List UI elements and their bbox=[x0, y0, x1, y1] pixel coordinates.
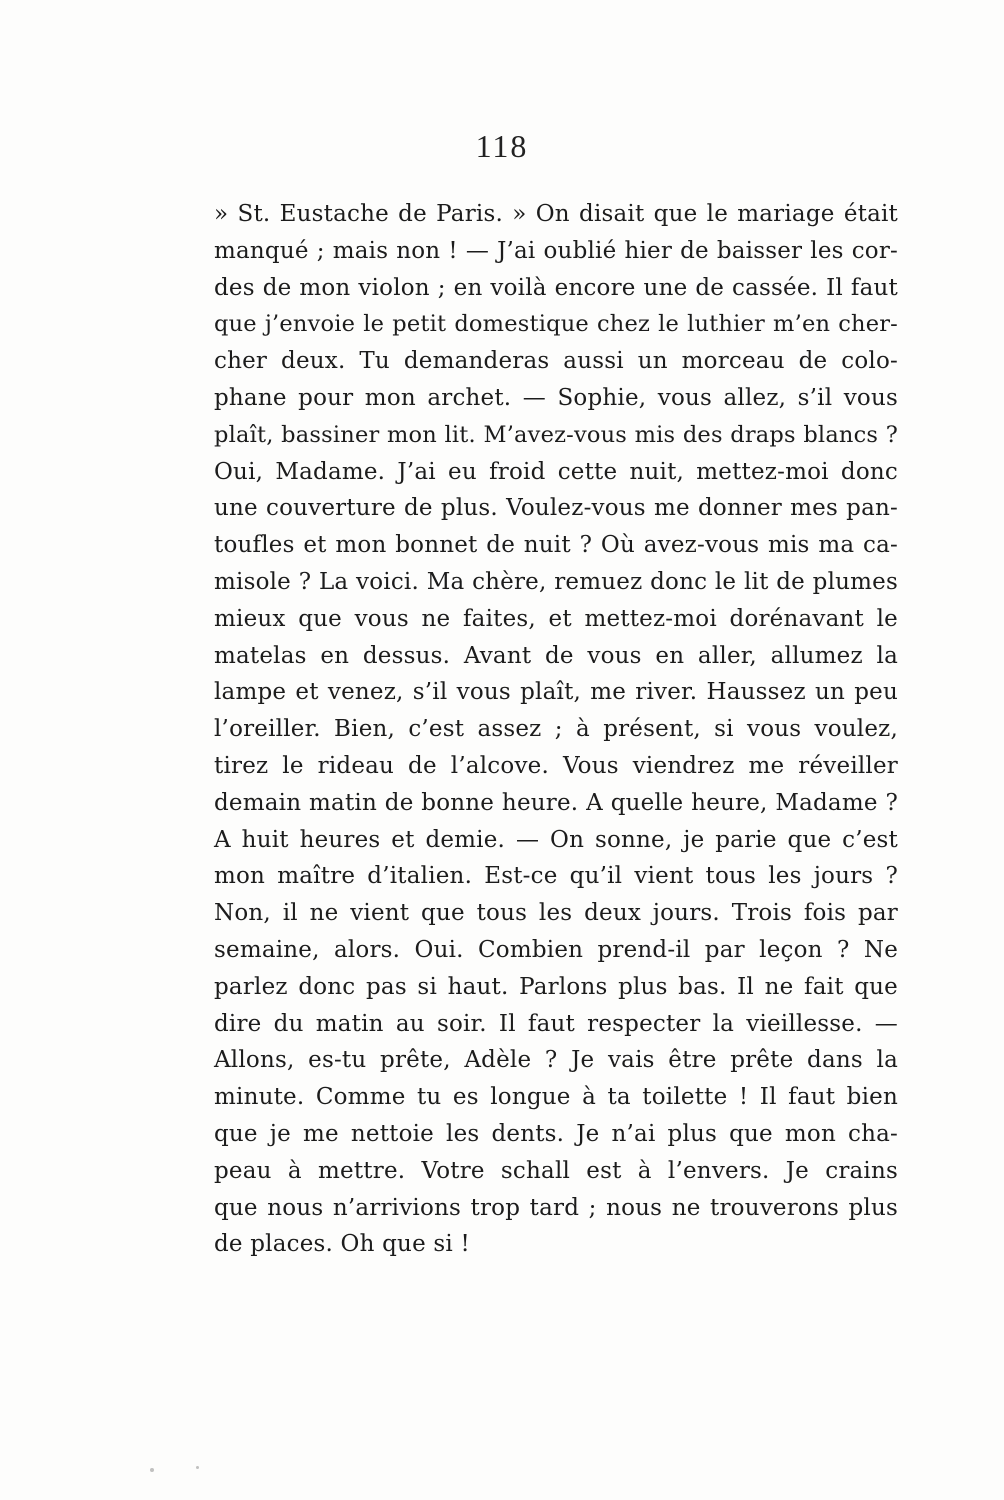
scan-speck bbox=[196, 1466, 199, 1469]
text-line-17: demain matin de bonne heure. A quelle heure, Madame ? bbox=[214, 789, 898, 816]
text-line-7: plaît, bassiner mon lit. M’avez-vous mis des draps blancs ? bbox=[214, 421, 898, 448]
text-line-19: mon maître d’italien. Est-ce qu’il vient tous les jours ? bbox=[214, 863, 898, 890]
scan-speck bbox=[150, 1468, 154, 1472]
text-line-9: une couverture de plus. Voulez-vous me donner mes pan- bbox=[214, 495, 898, 522]
text-line-6: phane pour mon archet. — Sophie, vous allez, s’il vous bbox=[214, 384, 898, 411]
text-line-26: que je me nettoie les dents. Je n’ai plus que mon cha- bbox=[214, 1120, 898, 1147]
text-line-20: Non, il ne vient que tous les deux jours. Trois fois par bbox=[214, 900, 898, 927]
text-line-3: des de mon violon ; en voilà encore une de cassée. Il faut bbox=[214, 274, 898, 301]
text-line-8: Oui, Madame. J’ai eu froid cette nuit, mettez-moi donc bbox=[214, 458, 898, 485]
text-line-21: semaine, alors. Oui. Combien prend-il par leçon ? Ne bbox=[214, 936, 898, 963]
text-line-5: cher deux. Tu demanderas aussi un morceau de colo- bbox=[214, 348, 898, 375]
text-line-23: dire du matin au soir. Il faut respecter la vieillesse. — bbox=[214, 1010, 898, 1037]
text-line-14: lampe et venez, s’il vous plaît, me river. Haussez un peu bbox=[214, 679, 898, 706]
text-line-11: misole ? La voici. Ma chère, remuez donc le lit de plumes bbox=[214, 568, 898, 595]
text-line-10: toufles et mon bonnet de nuit ? Où avez-vous mis ma ca- bbox=[214, 532, 898, 559]
text-line-25: minute. Comme tu es longue à ta toilette ! Il faut bien bbox=[214, 1084, 898, 1111]
text-line-2: manqué ; mais non ! — J’ai oublié hier de baisser les cor- bbox=[214, 237, 898, 264]
text-line-12: mieux que vous ne faites, et mettez-moi dorénavant le bbox=[214, 605, 898, 632]
text-line-15: l’oreiller. Bien, c’est assez ; à présent, si vous voulez, bbox=[214, 716, 898, 743]
text-line-18: A huit heures et demie. — On sonne, je parie que c’est bbox=[214, 826, 898, 853]
text-line-24: Allons, es-tu prête, Adèle ? Je vais être prête dans la bbox=[214, 1047, 898, 1074]
page-body-text bbox=[214, 196, 898, 1263]
text-line-28: que nous n’arrivions trop tard ; nous ne trouverons plus bbox=[214, 1194, 898, 1221]
page-number: 118 bbox=[475, 128, 529, 164]
text-line-27: peau à mettre. Votre schall est à l’envers. Je crains bbox=[214, 1157, 898, 1184]
text-line-22: parlez donc pas si haut. Parlons plus bas. Il ne fait que bbox=[214, 973, 898, 1000]
text-line-1: » St. Eustache de Paris. » On disait que le mariage était bbox=[214, 201, 898, 227]
text-line-16: tirez le rideau de l’alcove. Vous viendrez me réveiller bbox=[214, 752, 898, 779]
text-line-29: de places. Oh que si ! bbox=[214, 1231, 470, 1258]
text-line-4: que j’envoie le petit domestique chez le luthier m’en cher- bbox=[214, 311, 898, 338]
text-line-13: matelas en dessus. Avant de vous en aller, allumez la bbox=[214, 642, 898, 669]
